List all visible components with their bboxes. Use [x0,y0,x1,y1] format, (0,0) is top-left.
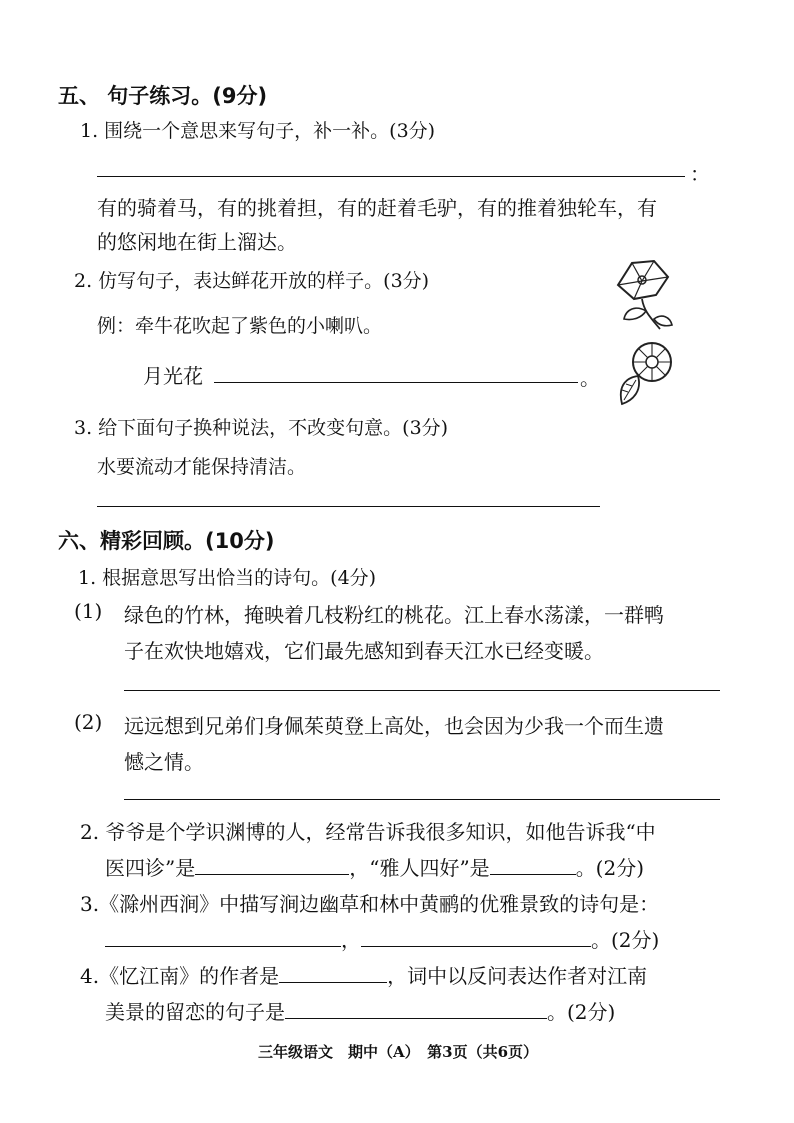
q6-1-part1-answer-line[interactable] [124,690,720,691]
q5-3-sentence: 水要流动才能保持清洁。 [97,456,307,478]
q5-2-stem: 月光花 [143,364,203,388]
q6-4-line1 [80,960,647,989]
q6-3-line1: 3.《滁州西涧》中描写涧边幽草和林中黄鹂的优雅景致的诗句是： [80,892,660,916]
q6-4-blank-2[interactable] [285,998,547,1019]
q6-2-text-a: 医四诊”是 [105,856,196,880]
morning-glory-icon [610,255,676,333]
q6-1-part1-line2: 子在欢快地嬉戏，它们最先感知到春天江水已经变暖。 [124,639,604,663]
q6-3-end: 。(2分) [591,928,660,952]
q6-4-text-a: 4.《忆江南》的作者是 [80,964,280,988]
q6-2-blank-1[interactable] [195,854,349,875]
q6-3-blank-2[interactable] [361,926,591,947]
moonflower-icon [614,340,678,408]
section-6-title: 六、精彩回顾。(10分) [58,529,275,553]
q6-4-text-c: 美景的留恋的句子是 [105,1000,285,1024]
section-5-title: 五、 句子练习。(9分) [58,84,268,108]
q5-1-colon: ： [690,162,710,186]
q6-1-part2-line1: 远远想到兄弟们身佩茱萸登上高处，也会因为少我一个而生遗 [124,714,664,738]
q6-2-text-b: ，“雅人四好”是 [349,856,490,880]
q6-1-part2-line2: 憾之情。 [124,750,204,774]
q5-2-prompt: 2. 仿写句子，表达鲜花开放的样子。(3分) [74,270,430,292]
q6-2-line1: 2. 爷爷是个学识渊博的人，经常告诉我很多知识，如他告诉我“中 [80,820,656,844]
q6-4-text-b: ，词中以反问表达作者对江南 [387,964,648,988]
q5-1-prompt: 1. 围绕一个意思来写句子，补一补。(3分) [80,120,436,142]
q6-2-text-c: 。(2分) [575,856,645,880]
q5-1-text-line2: 的悠闲地在街上溜达。 [97,230,297,254]
q5-1-text-line1: 有的骑着马，有的挑着担，有的赶着毛驴，有的推着独轮车，有 [97,196,657,220]
q6-1-part2-answer-line[interactable] [124,799,720,800]
q6-4-blank-1[interactable] [279,962,387,983]
q5-2-example: 例：牵牛花吹起了紫色的小喇叭。 [97,315,383,337]
q6-1-part1-line1: 绿色的竹林，掩映着几枝粉红的桃花。江上春水荡漾，一群鸭 [124,603,664,627]
q6-1-part2-number: (2) [74,710,103,734]
q5-2-end: 。 [580,366,600,390]
q6-3-comma: ， [341,928,361,952]
page-footer: 三年级语文 期中（A） 第3页（共6页） [258,1043,539,1061]
q5-3-prompt: 3. 给下面句子换种说法，不改变句意。(3分) [74,417,449,439]
q5-3-answer-line[interactable] [97,506,600,507]
q5-1-answer-line[interactable] [97,176,685,177]
q6-2-blank-2[interactable] [490,854,576,875]
q6-1-part1-number: (1) [74,599,103,623]
q6-4-line2 [105,996,615,1025]
q6-3-blank-1[interactable] [105,926,341,947]
q5-2-answer-line[interactable] [214,382,578,383]
q6-4-text-d: 。(2分) [547,1000,616,1024]
q6-1-prompt: 1. 根据意思写出恰当的诗句。(4分) [78,567,377,589]
q6-3-line2 [105,924,659,953]
q6-2-line2 [105,852,644,881]
